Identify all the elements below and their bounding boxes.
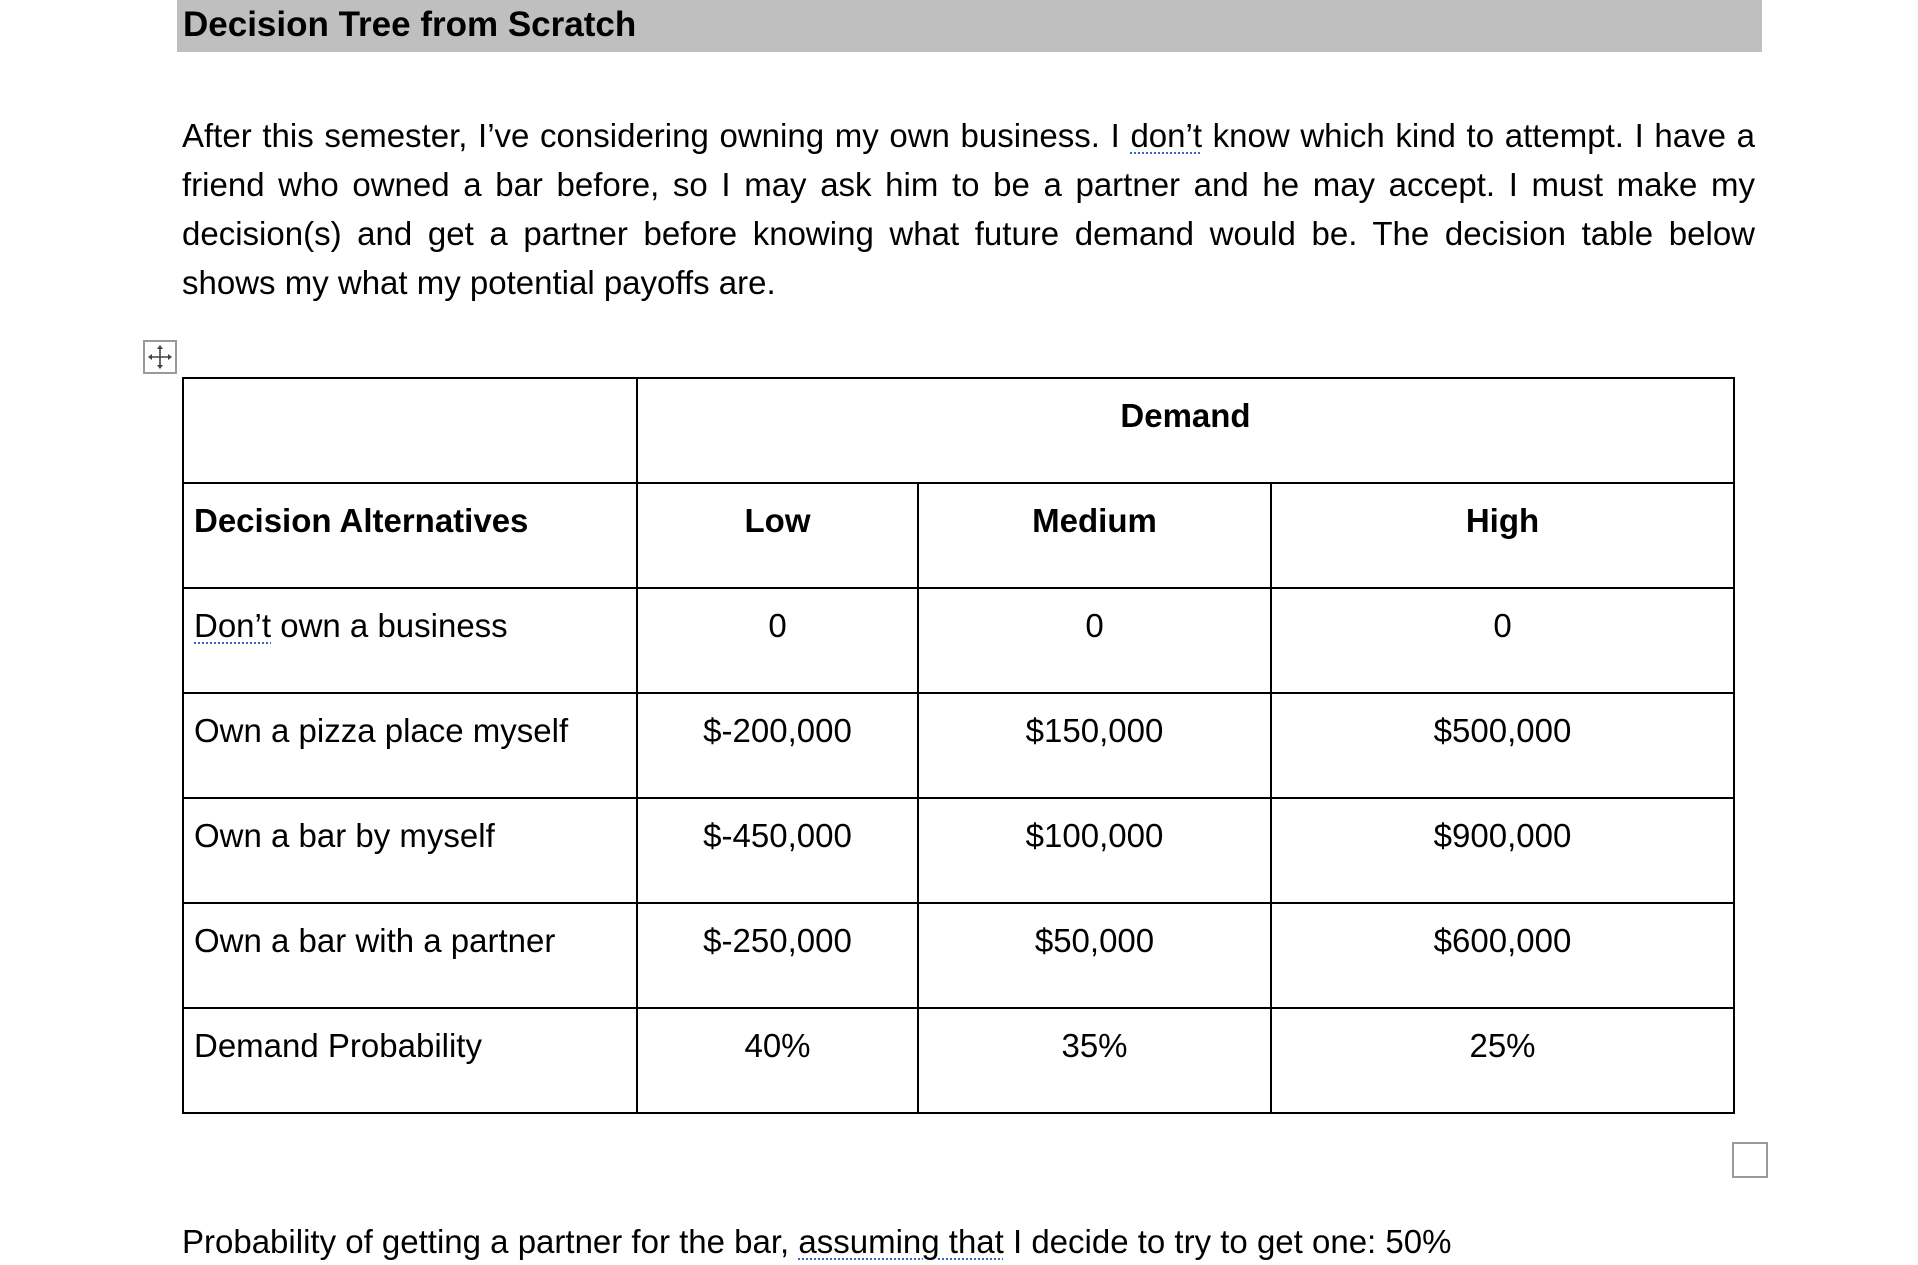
cell-value[interactable]: 0	[1271, 588, 1734, 693]
row-label-flagged-word: Don’t	[194, 607, 272, 644]
cell-value[interactable]: $100,000	[918, 798, 1271, 903]
cell-value[interactable]: 0	[637, 588, 918, 693]
cell-value[interactable]: $150,000	[918, 693, 1271, 798]
table-row	[183, 1008, 1734, 1113]
cell-value[interactable]: $600,000	[1271, 903, 1734, 1008]
payoff-table	[182, 377, 1735, 1114]
cell-value[interactable]: $-250,000	[637, 903, 918, 1008]
cell-value[interactable]: $-450,000	[637, 798, 918, 903]
table-row	[183, 798, 1734, 903]
row-label-bar-with-partner[interactable]: Own a bar with a partner	[183, 903, 637, 1008]
resize-square-icon[interactable]	[1732, 1142, 1768, 1178]
row-label-demand-probability[interactable]: Demand Probability	[183, 1008, 637, 1113]
move-arrows-icon	[147, 344, 173, 370]
table-row-group-header	[183, 378, 1734, 483]
intro-paragraph	[182, 111, 1755, 307]
intro-text-1: After this semester, I’ve considering owning my own business. I	[182, 117, 1131, 154]
cell-value[interactable]: 40%	[637, 1008, 918, 1113]
row-label-pizza-place[interactable]: Own a pizza place myself	[183, 693, 637, 798]
cell-value[interactable]: 0	[918, 588, 1271, 693]
col-header-medium[interactable]: Medium	[918, 483, 1271, 588]
cell-value[interactable]: $-200,000	[637, 693, 918, 798]
cell-value[interactable]: 25%	[1271, 1008, 1734, 1113]
heading-bar	[177, 0, 1762, 52]
cell-value[interactable]: $50,000	[918, 903, 1271, 1008]
intro-text-2: know which kind to attempt. I have a friend who owned a bar before, so I may ask him to be a partner and he may accept. I must make my decision(s) and get a partner before knowing what future demand would be. The decision table below shows my what my potential payoffs are.	[182, 117, 1755, 301]
table-row-column-headers	[183, 483, 1734, 588]
col-header-high[interactable]: High	[1271, 483, 1734, 588]
intro-flagged-word[interactable]: don’t	[1130, 117, 1202, 154]
document-title: Decision Tree from Scratch	[183, 5, 637, 44]
demand-header[interactable]: Demand	[637, 378, 1734, 483]
cell-value[interactable]: 35%	[918, 1008, 1271, 1113]
col-header-low[interactable]: Low	[637, 483, 918, 588]
table-row	[183, 903, 1734, 1008]
footer-flagged-phrase[interactable]: assuming that	[798, 1223, 1004, 1260]
decision-alternatives-header[interactable]: Decision Alternatives	[183, 483, 637, 588]
partner-probability-note	[182, 1219, 1451, 1265]
table-corner-cell[interactable]	[183, 378, 637, 483]
footer-text-1: Probability of getting a partner for the bar,	[182, 1223, 799, 1260]
cell-value[interactable]: $900,000	[1271, 798, 1734, 903]
table-row	[183, 588, 1734, 693]
footer-text-2: I decide to try to get one: 50%	[1003, 1223, 1452, 1260]
table-row	[183, 693, 1734, 798]
row-label-rest: own a business	[271, 607, 508, 644]
row-label-dont-own[interactable]	[183, 588, 637, 693]
cell-value[interactable]: $500,000	[1271, 693, 1734, 798]
row-label-bar-by-myself[interactable]: Own a bar by myself	[183, 798, 637, 903]
table-move-handle[interactable]	[143, 340, 177, 374]
